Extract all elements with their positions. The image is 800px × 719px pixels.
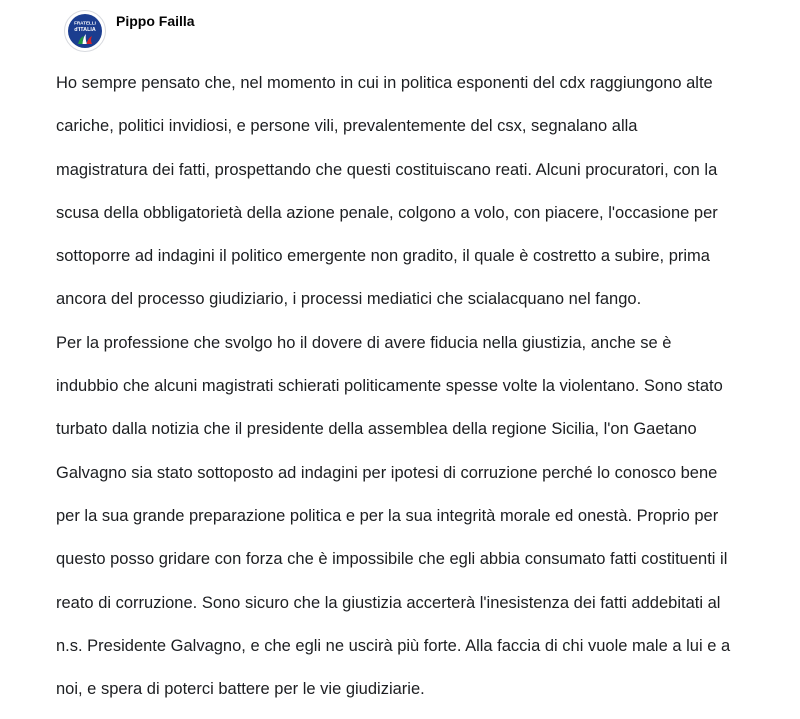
avatar[interactable] (64, 10, 106, 52)
post-text-line: cariche, politici invidiosi, e persone vili, prevalentemente del csx, segnalano alla (56, 117, 638, 136)
post-header (64, 10, 195, 50)
post-text-line: scusa della obbligatorietà della azione penale, colgono a volo, con piacere, l'occasione per (56, 203, 718, 222)
post-text-line: sottoporre ad indagini il politico emergente non gradito, il quale è costretto a subire, prima (56, 247, 710, 266)
post-text-line: magistratura dei fatti, prospettando che questi costituiscano reati. Alcuni procuratori, con la (56, 160, 718, 179)
author-name[interactable]: Pippo Failla (116, 13, 195, 29)
post-text-line: Galvagno sia stato sottoposto ad indagini per ipotesi di corruzione perché lo conosco bene (56, 463, 718, 482)
post-text-line: ancora del processo giudiziario, i processi mediatici che scialacquano nel fango. (56, 290, 642, 309)
post-text-line: noi, e spera di poterci battere per le vie giudiziarie. (56, 680, 425, 699)
post-text-line: indubbio che alcuni magistrati schierati politicamente spesse volte la violentano. Sono stato (56, 377, 723, 396)
post-text-line: n.s. Presidente Galvagno, e che egli ne uscirà più forte. Alla faccia di chi vuole male a lui e a (56, 636, 731, 655)
post-text-line: Ho sempre pensato che, nel momento in cui in politica esponenti del cdx raggiungono alte (56, 74, 713, 92)
post-text-line: questo posso gridare con forza che è impossibile che egli abbia consumato fatti costituenti il (56, 550, 728, 569)
fratelli-d-italia-logo-icon (67, 13, 103, 49)
post-text (56, 62, 792, 711)
post-text-line: turbato dalla notizia che il presidente della assemblea della regione Sicilia, l'on Gaetano (56, 420, 697, 439)
post-text-line: reato di corruzione. Sono sicuro che la giustizia accerterà l'inesistenza dei fatti addebitati al (56, 593, 721, 612)
logo-text-bottom: d'ITALIA (74, 27, 96, 33)
post-text-line: per la sua grande preparazione politica e per la sua integrità morale ed onestà. Proprio per (56, 506, 719, 525)
logo-text-top: FRATELLI (74, 20, 96, 26)
post-text-line: Per la professione che svolgo ho il dovere di avere fiducia nella giustizia, anche se è (56, 333, 672, 352)
